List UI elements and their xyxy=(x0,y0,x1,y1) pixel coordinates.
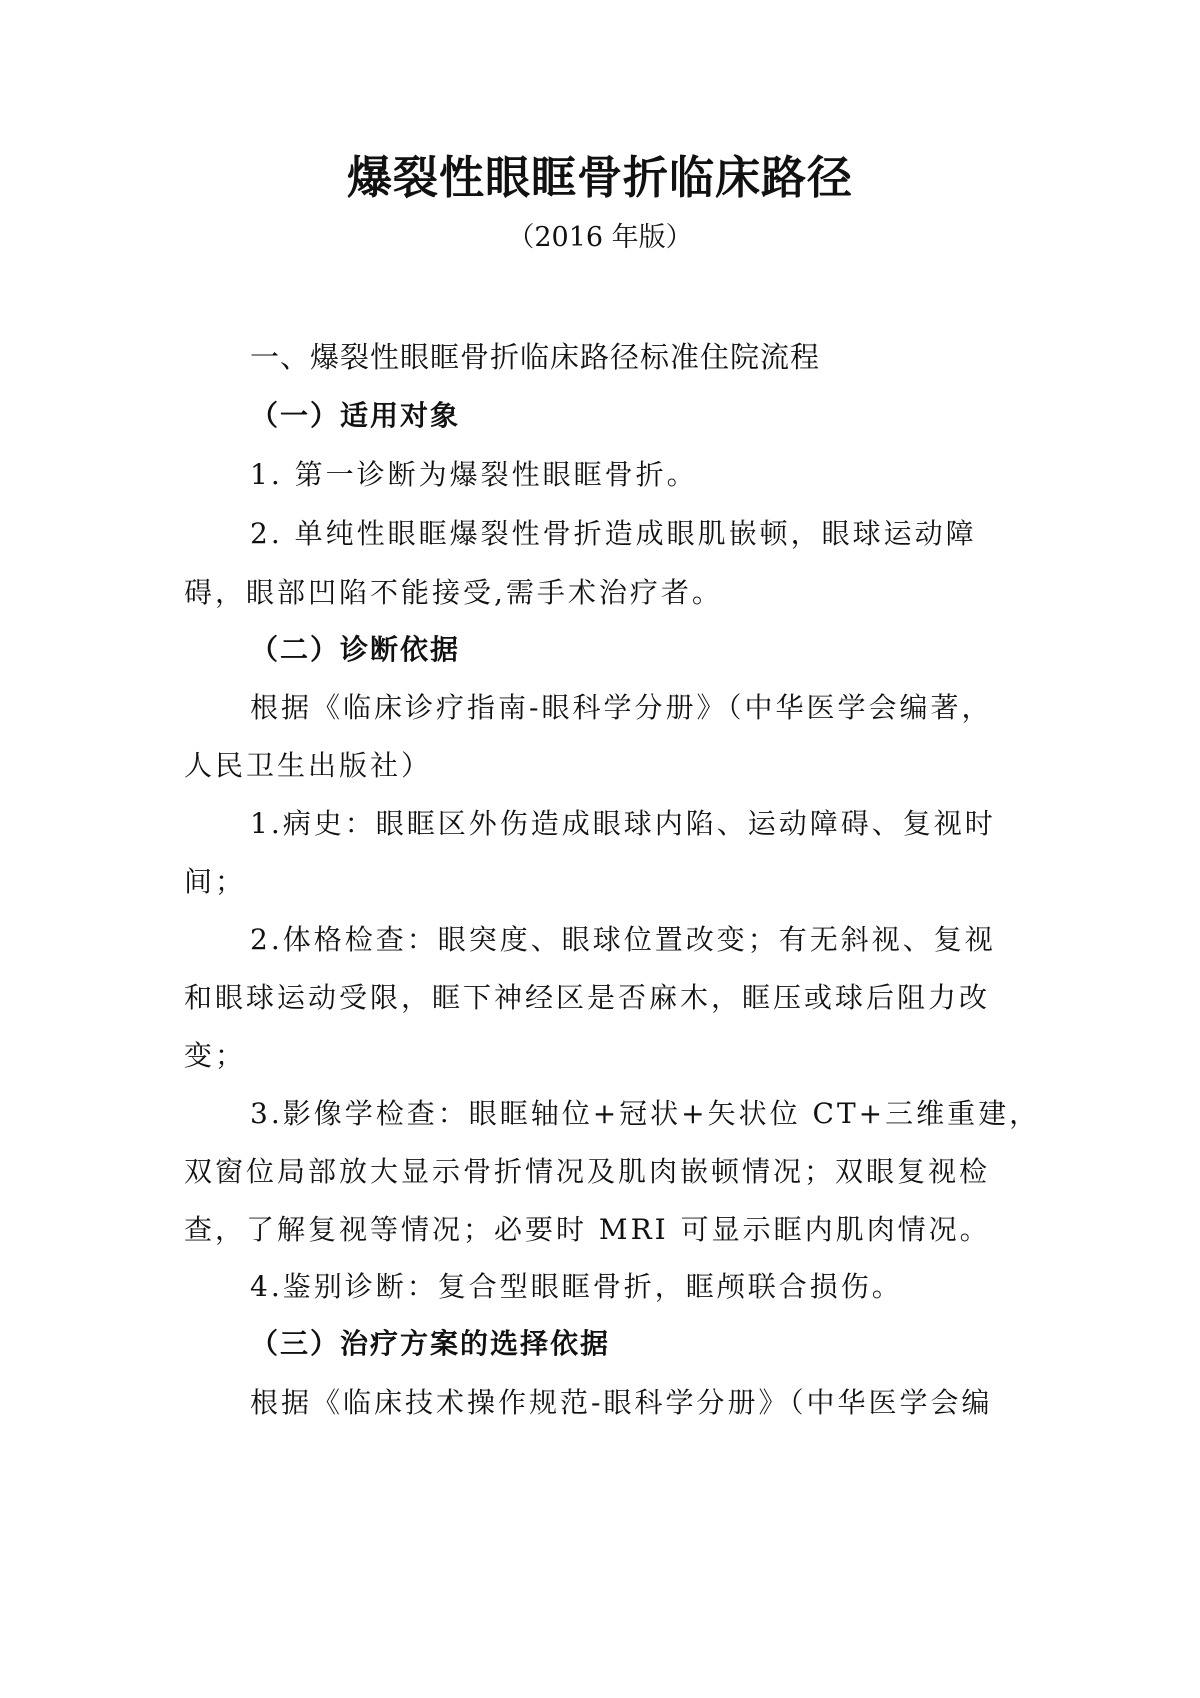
subsection-heading-applicable: （一）适用对象 xyxy=(250,399,461,432)
paragraph-line: 碍，眼部凹陷不能接受,需手术治疗者。 xyxy=(184,576,723,609)
paragraph-line: 和眼球运动受限，眶下神经区是否麻木，眶压或球后阻力改 xyxy=(184,981,991,1014)
document-title: 爆裂性眼眶骨折临床路径 xyxy=(346,151,853,204)
paragraph-line: 3.影像学检查：眼眶轴位+冠状+矢状位 CT+三维重建， xyxy=(250,1097,1041,1130)
subsection-heading-diagnosis: （二）诊断依据 xyxy=(250,633,461,666)
paragraph-line: 根据《临床诊疗指南-眼科学分册》（中华医学会编著， xyxy=(250,691,993,724)
paragraph-line: 人民卫生出版社） xyxy=(184,749,433,782)
paragraph-line: 变； xyxy=(184,1039,247,1072)
document-subtitle: （2016 年版） xyxy=(507,222,693,253)
paragraph-line: 间； xyxy=(184,865,247,898)
subsection-heading-treatment: （三）治疗方案的选择依据 xyxy=(250,1327,611,1360)
paragraph-line: 根据《临床技术操作规范-眼科学分册》（中华医学会编 xyxy=(250,1386,993,1419)
paragraph-line: 4.鉴别诊断：复合型眼眶骨折，眶颅联合损伤。 xyxy=(250,1270,903,1303)
paragraph-line: 2.体格检查：眼突度、眼球位置改变；有无斜视、复视 xyxy=(250,923,996,956)
section-heading: 一、爆裂性眼眶骨折临床路径标准住院流程 xyxy=(250,340,821,374)
paragraph-line: 2. 单纯性眼眶爆裂性骨折造成眼肌嵌顿，眼球运动障 xyxy=(250,517,977,550)
paragraph-line: 查，了解复视等情况；必要时 MRI 可显示眶内肌肉情况。 xyxy=(184,1213,991,1246)
paragraph-line: 1.病史：眼眶区外伤造成眼球内陷、运动障碍、复视时 xyxy=(250,807,996,840)
paragraph-line: 1. 第一诊断为爆裂性眼眶骨折。 xyxy=(250,458,698,491)
paragraph-line: 双窗位局部放大显示骨折情况及肌肉嵌顿情况；双眼复视检 xyxy=(184,1155,991,1188)
